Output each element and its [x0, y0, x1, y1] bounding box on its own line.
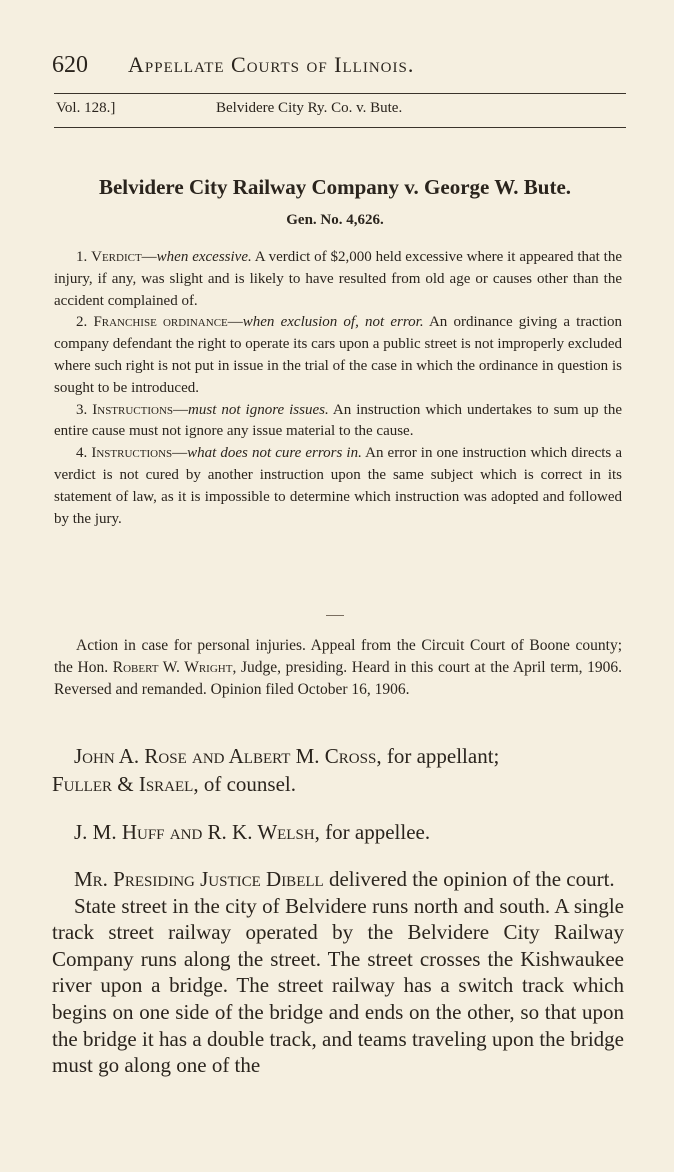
headnote: 3. Instructions—must not ignore issues. An instruction which undertakes to sum up the entire cause must not ignore any issue material to the cause. — [54, 401, 622, 440]
appellant-attorneys: John A. Rose and Albert M. Cross, — [74, 744, 382, 768]
headnote-topic: Instructions — [91, 445, 173, 462]
opinion-paragraph: State street in the city of Belvidere runs north and south. A single track street railway operated by the Belvidere City Railway Company runs along the street. The street crosses the Kishwaukee river upon a bridge. The street railway has a switch track which begins on one side of the bridge and ends on the other, so that upon the bridge it has a double track, and teams traveling upon the bridge must go along one of the — [52, 893, 624, 1078]
headnote-topic: Verdict — [91, 249, 142, 265]
headnote-text: An instruction which undertakes to sum up the entire cause must not ignore any issue material to the cause. — [54, 401, 622, 440]
headnote-subtopic: what does not cure errors in. — [187, 445, 362, 462]
headnote-number: 4. — [76, 445, 88, 462]
volume-line — [56, 100, 402, 117]
opinion-intro-text: delivered the opinion of the court. — [323, 867, 615, 891]
trial-judge-name: Robert W. Wright — [112, 658, 233, 676]
headnote-number: 1. — [76, 249, 88, 265]
headnote-number: 2. — [76, 314, 88, 331]
running-head — [52, 52, 532, 79]
appellee-counsel — [52, 818, 624, 846]
section-divider — [326, 615, 344, 616]
running-title: Appellate Courts of Illinois. — [128, 52, 415, 77]
procedure-text-start: Action in case for personal injuries. Appeal from the Circuit Court of Boone county; the Hon. — [54, 637, 622, 676]
procedural-statement — [54, 635, 622, 700]
appellant-counsel — [52, 742, 624, 798]
case-short-title: Belvidere City Ry. Co. v. Bute. — [216, 100, 403, 116]
appellant-role: for appellant; — [381, 744, 500, 768]
of-counsel-firm: Fuller & Israel, — [52, 772, 199, 796]
headnote-subtopic: when excessive. — [156, 249, 252, 265]
headnote-text: An error in one instruction which directs a verdict is not cured by another instruction upon the same subject which is correct in its statement of law, as it is impossible to determine which instruction was adopted and followed by the jury. — [54, 445, 622, 527]
opinion-intro — [52, 866, 624, 893]
appellee-attorneys: J. M. Huff and R. K. Welsh, — [74, 820, 320, 844]
headnote: 2. Franchise ordinance—when exclusion of, not error. An ordinance giving a traction company defendant the right to operate its cars upon a public street is not improperly excluded where such right is not put in issue in the trial of the case in which the ordinance in question is sought to be introduced. — [54, 314, 622, 396]
volume-label: Vol. 128.] — [56, 100, 116, 116]
headnote-subtopic: must not ignore issues. — [188, 401, 329, 418]
presiding-justice: Mr. Presiding Justice Dibell — [74, 867, 324, 891]
headnote-topic: Franchise ordinance — [93, 314, 228, 331]
procedure-text-end: , Judge, presiding. Heard in this court at the April term, 1906. Reversed and remanded. Opinion filed October 16, 1906. — [54, 658, 622, 698]
headnote-subtopic: when exclusion of, not error. — [242, 314, 424, 331]
opinion — [52, 866, 624, 1079]
headnote-text: A verdict of $2,000 held excessive where it appeared that the injury, if any, was slight and is likely to have resulted from old age or causes other than the accident complained of. — [54, 249, 622, 309]
headnotes — [54, 247, 622, 530]
header-rule-top — [54, 93, 626, 94]
header-rule-bottom — [54, 127, 626, 128]
docket-number: Gen. No. 4,626. — [286, 212, 384, 228]
headnote-topic: Instructions — [92, 401, 174, 418]
case-title: Belvidere City Railway Company v. George W. Bute. — [98, 175, 572, 199]
of-counsel-role: of counsel. — [198, 772, 296, 796]
page-number: 620 — [52, 52, 88, 78]
appellee-role: for appellee. — [319, 820, 431, 844]
headnote: 1. Verdict—when excessive. A verdict of $2,000 held excessive where it appeared that the injury, if any, was slight and is likely to have resulted from old age or causes other than the accident complained of. — [54, 249, 622, 309]
headnote-text: An ordinance giving a traction company defendant the right to operate its cars upon a public street is not improperly excluded where such right is not put in issue in the trial of the case in which the ordinance in question is sought to be introduced. — [54, 314, 622, 396]
headnote: 4. Instructions—what does not cure errors in. An error in one instruction which directs a verdict is not cured by another instruction upon the same subject which is correct in its statement of law, as it is impossible to determine which instruction was adopted and followed by the jury. — [54, 445, 622, 527]
headnote-number: 3. — [76, 401, 88, 418]
